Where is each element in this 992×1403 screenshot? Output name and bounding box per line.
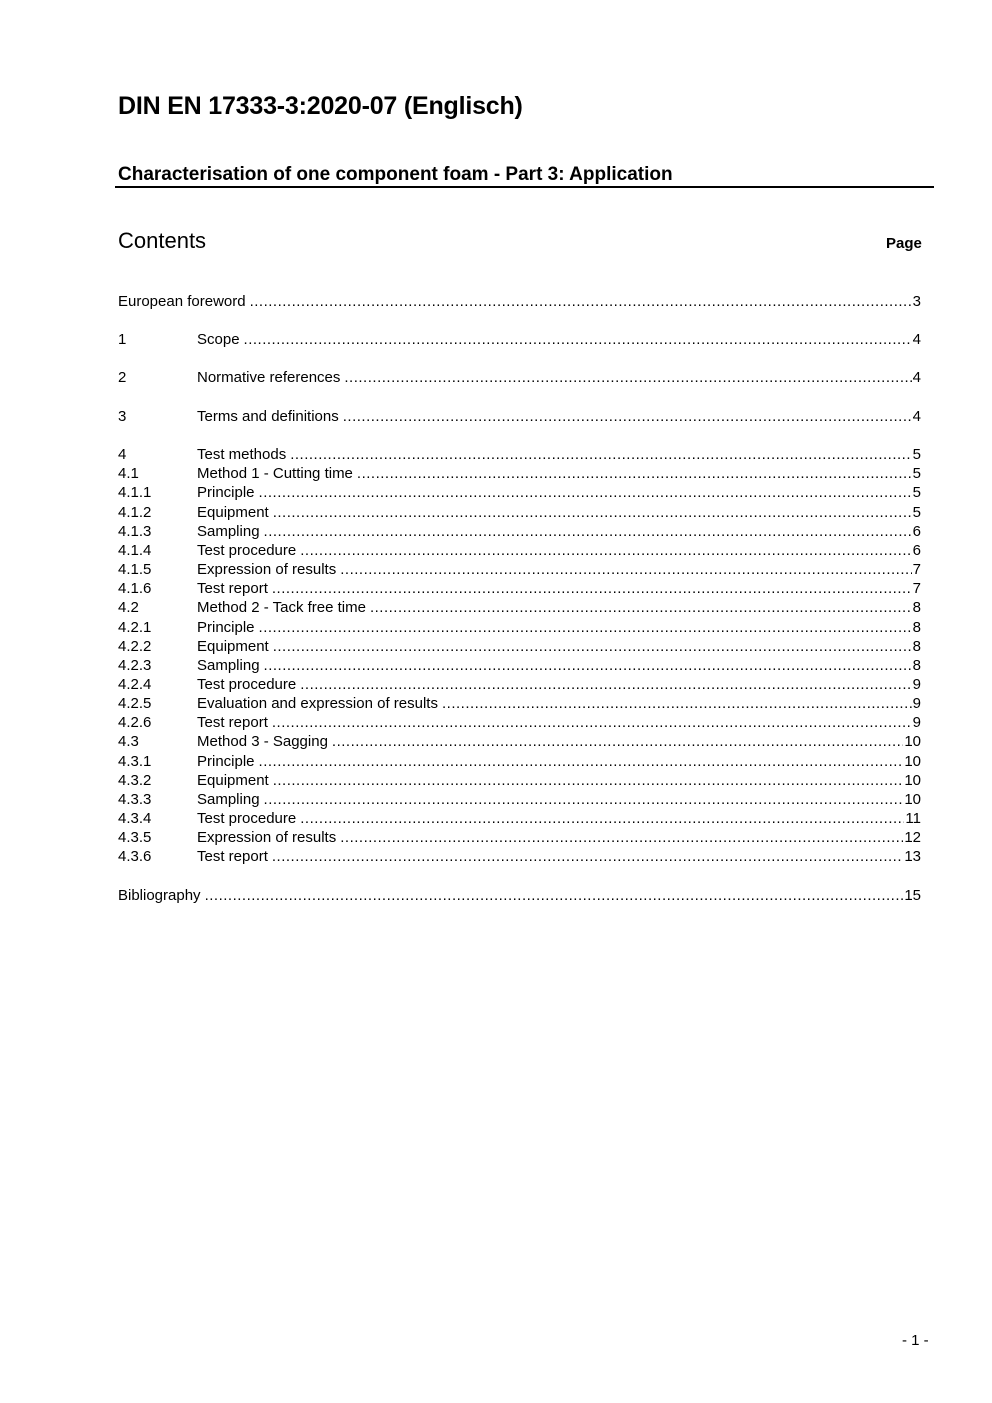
toc-entry-normative-references[interactable] bbox=[118, 368, 921, 387]
toc-dot-leader bbox=[264, 790, 904, 809]
toc-entry-number: 4.2.1 bbox=[118, 619, 152, 636]
toc-entry-number: 4.1.5 bbox=[118, 561, 152, 578]
toc-dot-leader bbox=[340, 560, 911, 579]
toc-entry-page: 3 bbox=[912, 293, 921, 310]
toc-entry-page: 7 bbox=[912, 561, 921, 578]
toc-entry-title: Method 2 - Tack free time bbox=[197, 599, 366, 616]
toc-entry-4-3-5[interactable] bbox=[118, 828, 921, 847]
toc-entry-number: 3 bbox=[118, 408, 127, 425]
toc-dot-leader bbox=[290, 445, 911, 464]
toc-entry-page: 8 bbox=[912, 599, 921, 616]
toc-entry-terms-and-definitions[interactable] bbox=[118, 407, 921, 426]
toc-entry-page: 6 bbox=[912, 523, 921, 540]
toc-entry-page: 11 bbox=[905, 810, 921, 827]
toc-dot-leader bbox=[300, 541, 911, 560]
toc-entry-number: 4.1.4 bbox=[118, 542, 152, 559]
toc-entry-page: 10 bbox=[904, 772, 921, 789]
toc-entry-title: Scope bbox=[197, 331, 240, 348]
toc-entry-scope[interactable] bbox=[118, 330, 921, 349]
toc-entry-4-3-6[interactable] bbox=[118, 847, 921, 866]
toc-dot-leader bbox=[273, 503, 912, 522]
toc-entry-title: Expression of results bbox=[197, 561, 337, 578]
toc-entry-title: Test procedure bbox=[197, 676, 297, 693]
toc-entry-title: Equipment bbox=[197, 638, 269, 655]
toc-dot-leader bbox=[272, 847, 903, 866]
toc-entry-4-1-4[interactable] bbox=[118, 541, 921, 560]
toc-entry-number: 4.2.4 bbox=[118, 676, 152, 693]
toc-entry-page: 8 bbox=[912, 638, 921, 655]
toc-entry-title: Equipment bbox=[197, 504, 269, 521]
toc-entry-4-2-5[interactable] bbox=[118, 694, 921, 713]
toc-entry-4-2-2[interactable] bbox=[118, 637, 921, 656]
toc-entry-4-3-4[interactable] bbox=[118, 809, 921, 828]
toc-entry-title: European foreword bbox=[118, 293, 246, 310]
toc-entry-title: Terms and definitions bbox=[197, 408, 339, 425]
toc-dot-leader bbox=[344, 368, 911, 387]
toc-entry-4-1-3[interactable] bbox=[118, 522, 921, 541]
toc-entry-page: 13 bbox=[904, 848, 921, 865]
toc-entry-page: 8 bbox=[912, 657, 921, 674]
toc-dot-leader bbox=[205, 886, 904, 905]
toc-entry-4-3-1[interactable] bbox=[118, 752, 921, 771]
toc-entry-title: Method 1 - Cutting time bbox=[197, 465, 353, 482]
toc-dot-leader bbox=[264, 522, 912, 541]
toc-dot-leader bbox=[340, 828, 903, 847]
toc-entry-page: 10 bbox=[904, 753, 921, 770]
toc-entry-4-1-2[interactable] bbox=[118, 503, 921, 522]
toc-entry-page: 15 bbox=[904, 887, 921, 904]
toc-entry-european-foreword[interactable] bbox=[118, 292, 921, 311]
contents-heading: Contents bbox=[118, 228, 207, 253]
toc-dot-leader bbox=[272, 579, 912, 598]
page-column-heading: Page bbox=[886, 235, 922, 252]
toc-entry-page: 10 bbox=[904, 733, 921, 750]
toc-entry-number: 4.1.6 bbox=[118, 580, 152, 597]
toc-entry-number: 4.1.2 bbox=[118, 504, 152, 521]
toc-entry-page: 10 bbox=[904, 791, 921, 808]
toc-entry-number: 4.1 bbox=[118, 465, 139, 482]
document-title: DIN EN 17333-3:2020-07 (Englisch) bbox=[118, 92, 523, 120]
toc-entry-page: 5 bbox=[912, 504, 921, 521]
toc-dot-leader bbox=[370, 598, 912, 617]
toc-entry-page: 8 bbox=[912, 619, 921, 636]
toc-entry-method-2[interactable] bbox=[118, 598, 921, 617]
toc-entry-page: 12 bbox=[904, 829, 921, 846]
toc-entry-page: 5 bbox=[912, 484, 921, 501]
toc-entry-number: 4.3.3 bbox=[118, 791, 152, 808]
toc-entry-number: 4.3.2 bbox=[118, 772, 152, 789]
toc-dot-leader bbox=[244, 330, 912, 349]
toc-entry-title: Test methods bbox=[197, 446, 287, 463]
toc-dot-leader bbox=[343, 407, 912, 426]
toc-dot-leader bbox=[357, 464, 912, 483]
toc-entry-number: 4.1.3 bbox=[118, 523, 152, 540]
toc-dot-leader bbox=[332, 732, 903, 751]
toc-entry-number: 4.3.6 bbox=[118, 848, 152, 865]
toc-entry-page: 4 bbox=[912, 369, 921, 386]
toc-entry-title: Sampling bbox=[197, 523, 260, 540]
toc-entry-page: 6 bbox=[912, 542, 921, 559]
toc-entry-title: Evaluation and expression of results bbox=[197, 695, 438, 712]
toc-entry-title: Principle bbox=[197, 484, 255, 501]
toc-entry-4-2-3[interactable] bbox=[118, 656, 921, 675]
toc-entry-page: 5 bbox=[912, 465, 921, 482]
toc-entry-title: Test report bbox=[197, 714, 268, 731]
toc-dot-leader bbox=[259, 483, 912, 502]
toc-entry-title: Normative references bbox=[197, 369, 341, 386]
toc-dot-leader bbox=[273, 637, 912, 656]
toc-entry-title: Method 3 - Sagging bbox=[197, 733, 328, 750]
toc-entry-4-3-3[interactable] bbox=[118, 790, 921, 809]
toc-entry-page: 9 bbox=[912, 695, 921, 712]
toc-entry-title: Test report bbox=[197, 580, 268, 597]
toc-entry-page: 4 bbox=[912, 331, 921, 348]
toc-entry-method-3[interactable] bbox=[118, 732, 921, 751]
toc-entry-number: 2 bbox=[118, 369, 127, 386]
toc-entry-4-2-6[interactable] bbox=[118, 713, 921, 732]
toc-entry-number: 4.2 bbox=[118, 599, 139, 616]
toc-entry-number: 4 bbox=[118, 446, 127, 463]
toc-entry-number: 4.2.2 bbox=[118, 638, 152, 655]
toc-entry-title: Principle bbox=[197, 753, 255, 770]
toc-entry-title: Test procedure bbox=[197, 810, 297, 827]
toc-entry-number: 4.3.4 bbox=[118, 810, 152, 827]
toc-entry-title: Sampling bbox=[197, 657, 260, 674]
toc-dot-leader bbox=[259, 618, 912, 637]
toc-entry-number: 4.3.1 bbox=[118, 753, 152, 770]
toc-dot-leader bbox=[264, 656, 912, 675]
toc-entry-title: Equipment bbox=[197, 772, 269, 789]
toc-entry-bibliography[interactable] bbox=[118, 886, 921, 905]
toc-entry-number: 4.2.6 bbox=[118, 714, 152, 731]
toc-entry-title: Test report bbox=[197, 848, 268, 865]
toc-entry-4-3-2[interactable] bbox=[118, 771, 921, 790]
toc-entry-page: 9 bbox=[912, 714, 921, 731]
toc-entry-number: 4.3 bbox=[118, 733, 139, 750]
toc-entry-title: Bibliography bbox=[118, 887, 201, 904]
toc-entry-title: Expression of results bbox=[197, 829, 337, 846]
toc-dot-leader bbox=[272, 713, 912, 732]
toc-entry-number: 4.1.1 bbox=[118, 484, 152, 501]
toc-dot-leader bbox=[442, 694, 912, 713]
toc-entry-page: 4 bbox=[912, 408, 921, 425]
document-subtitle: Characterisation of one component foam - Part 3: Application bbox=[118, 164, 673, 185]
toc-dot-leader bbox=[259, 752, 904, 771]
toc-entry-title: Sampling bbox=[197, 791, 260, 808]
toc-dot-leader bbox=[250, 292, 912, 311]
toc-entry-number: 1 bbox=[118, 331, 127, 348]
toc-entry-test-methods[interactable] bbox=[118, 445, 921, 464]
toc-dot-leader bbox=[273, 771, 904, 790]
toc-entry-page: 9 bbox=[912, 676, 921, 693]
toc-entry-page: 7 bbox=[912, 580, 921, 597]
toc-entry-method-1[interactable] bbox=[118, 464, 921, 483]
footer-page-number: - 1 - bbox=[902, 1332, 929, 1349]
toc-entry-4-2-4[interactable] bbox=[118, 675, 921, 694]
toc-entry-title: Test procedure bbox=[197, 542, 297, 559]
toc-dot-leader bbox=[300, 809, 904, 828]
toc-entry-4-1-5[interactable] bbox=[118, 560, 921, 579]
toc-entry-number: 4.2.5 bbox=[118, 695, 152, 712]
toc-entry-4-1-6[interactable] bbox=[118, 579, 921, 598]
toc-dot-leader bbox=[300, 675, 911, 694]
toc-entry-4-1-1[interactable] bbox=[118, 483, 921, 502]
toc-entry-number: 4.3.5 bbox=[118, 829, 152, 846]
toc-entry-number: 4.2.3 bbox=[118, 657, 152, 674]
table-of-contents bbox=[118, 0, 921, 1403]
toc-entry-title: Principle bbox=[197, 619, 255, 636]
toc-entry-page: 5 bbox=[912, 446, 921, 463]
toc-entry-4-2-1[interactable] bbox=[118, 618, 921, 637]
